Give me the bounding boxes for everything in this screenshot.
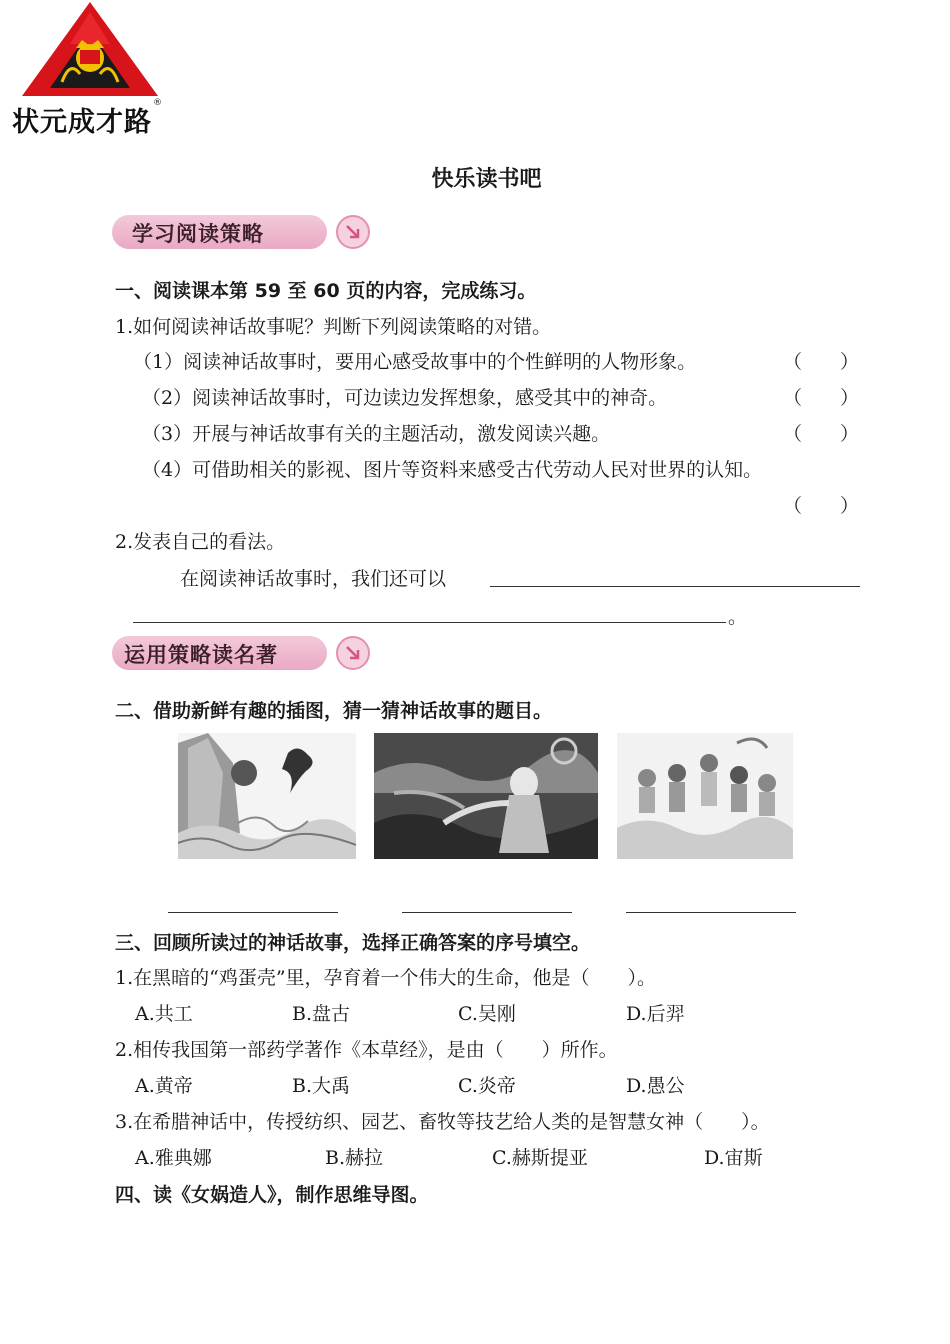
guess-title-blank-2[interactable]	[402, 912, 572, 913]
mc-3-option-c[interactable]: C.赫斯提亚	[492, 1147, 588, 1169]
mc-1-option-c[interactable]: C.吴刚	[458, 1003, 516, 1025]
banner-label: 运用策略读名著	[124, 643, 278, 667]
section-4-heading: 四、读《女娲造人》，制作思维导图。	[115, 1184, 429, 1206]
statement-4: （4）可借助相关的影视、图片等资料来感受古代劳动人民对世界的认知。	[142, 459, 763, 481]
answer-blank-4[interactable]: （ ）	[783, 495, 860, 517]
section-1-heading: 一、阅读课本第 59 至 60 页的内容，完成练习。	[115, 280, 537, 302]
banner-label: 学习阅读策略	[132, 222, 264, 246]
mc-2-option-b[interactable]: B.大禹	[292, 1075, 351, 1097]
question-2-prompt: 在阅读神话故事时，我们还可以	[180, 568, 447, 590]
illustration-immortals-crossing-sea	[617, 733, 793, 859]
guess-title-blank-3[interactable]	[626, 912, 796, 913]
illustration-bird-sea	[178, 733, 356, 859]
mc-question-2: 2.相传我国第一部药学著作《本草经》，是由（ ）所作。	[115, 1039, 618, 1061]
answer-line-2[interactable]	[133, 622, 726, 623]
mc-1-option-b[interactable]: B.盘古	[292, 1003, 351, 1025]
section-2-heading: 二、借助新鲜有趣的插图，猜一猜神话故事的题目。	[115, 700, 553, 722]
mc-3-option-b[interactable]: B.赫拉	[325, 1147, 384, 1169]
statement-1: （1）阅读神话故事时，要用心感受故事中的个性鲜明的人物形象。	[133, 351, 697, 373]
guess-title-blank-1[interactable]	[168, 912, 338, 913]
arrow-icon	[336, 636, 370, 670]
mc-1-option-a[interactable]: A.共工	[135, 1003, 193, 1025]
illustration-hero-ring	[374, 733, 598, 859]
answer-line-1[interactable]	[490, 586, 860, 587]
period: 。	[728, 606, 748, 628]
mc-3-option-d[interactable]: D.宙斯	[704, 1147, 763, 1169]
question-2: 2.发表自己的看法。	[115, 531, 286, 553]
answer-blank-1[interactable]: （ ）	[783, 351, 860, 373]
mc-2-option-d[interactable]: D.愚公	[626, 1075, 685, 1097]
section-3-heading: 三、回顾所读过的神话故事，选择正确答案的序号填空。	[115, 932, 591, 954]
page-title: 快乐读书吧	[431, 167, 542, 192]
mc-2-option-a[interactable]: A.黄帝	[135, 1075, 193, 1097]
statement-3: （3）开展与神话故事有关的主题活动，激发阅读兴趣。	[142, 423, 611, 445]
mc-question-3: 3.在希腊神话中，传授纺织、园艺、畜牧等技艺给人类的是智慧女神（ ）。	[115, 1111, 770, 1133]
answer-blank-2[interactable]: （ ）	[783, 387, 860, 409]
mc-3-option-a[interactable]: A.雅典娜	[135, 1147, 212, 1169]
mc-question-1: 1.在黑暗的“鸡蛋壳”里，孕育着一个伟大的生命，他是（ ）。	[115, 967, 657, 989]
mc-1-option-d[interactable]: D.后羿	[626, 1003, 685, 1025]
arrow-icon	[336, 215, 370, 249]
brand-name: 状元成才路	[12, 107, 152, 138]
registered-mark: ®	[153, 98, 162, 108]
statement-2: （2）阅读神话故事时，可边读边发挥想象，感受其中的神奇。	[142, 387, 668, 409]
question-1: 1.如何阅读神话故事呢？判断下列阅读策略的对错。	[115, 316, 552, 338]
answer-blank-3[interactable]: （ ）	[783, 423, 860, 445]
mc-2-option-c[interactable]: C.炎帝	[458, 1075, 516, 1097]
banner-reading-strategy	[112, 215, 382, 249]
banner-apply-strategy	[112, 636, 382, 670]
